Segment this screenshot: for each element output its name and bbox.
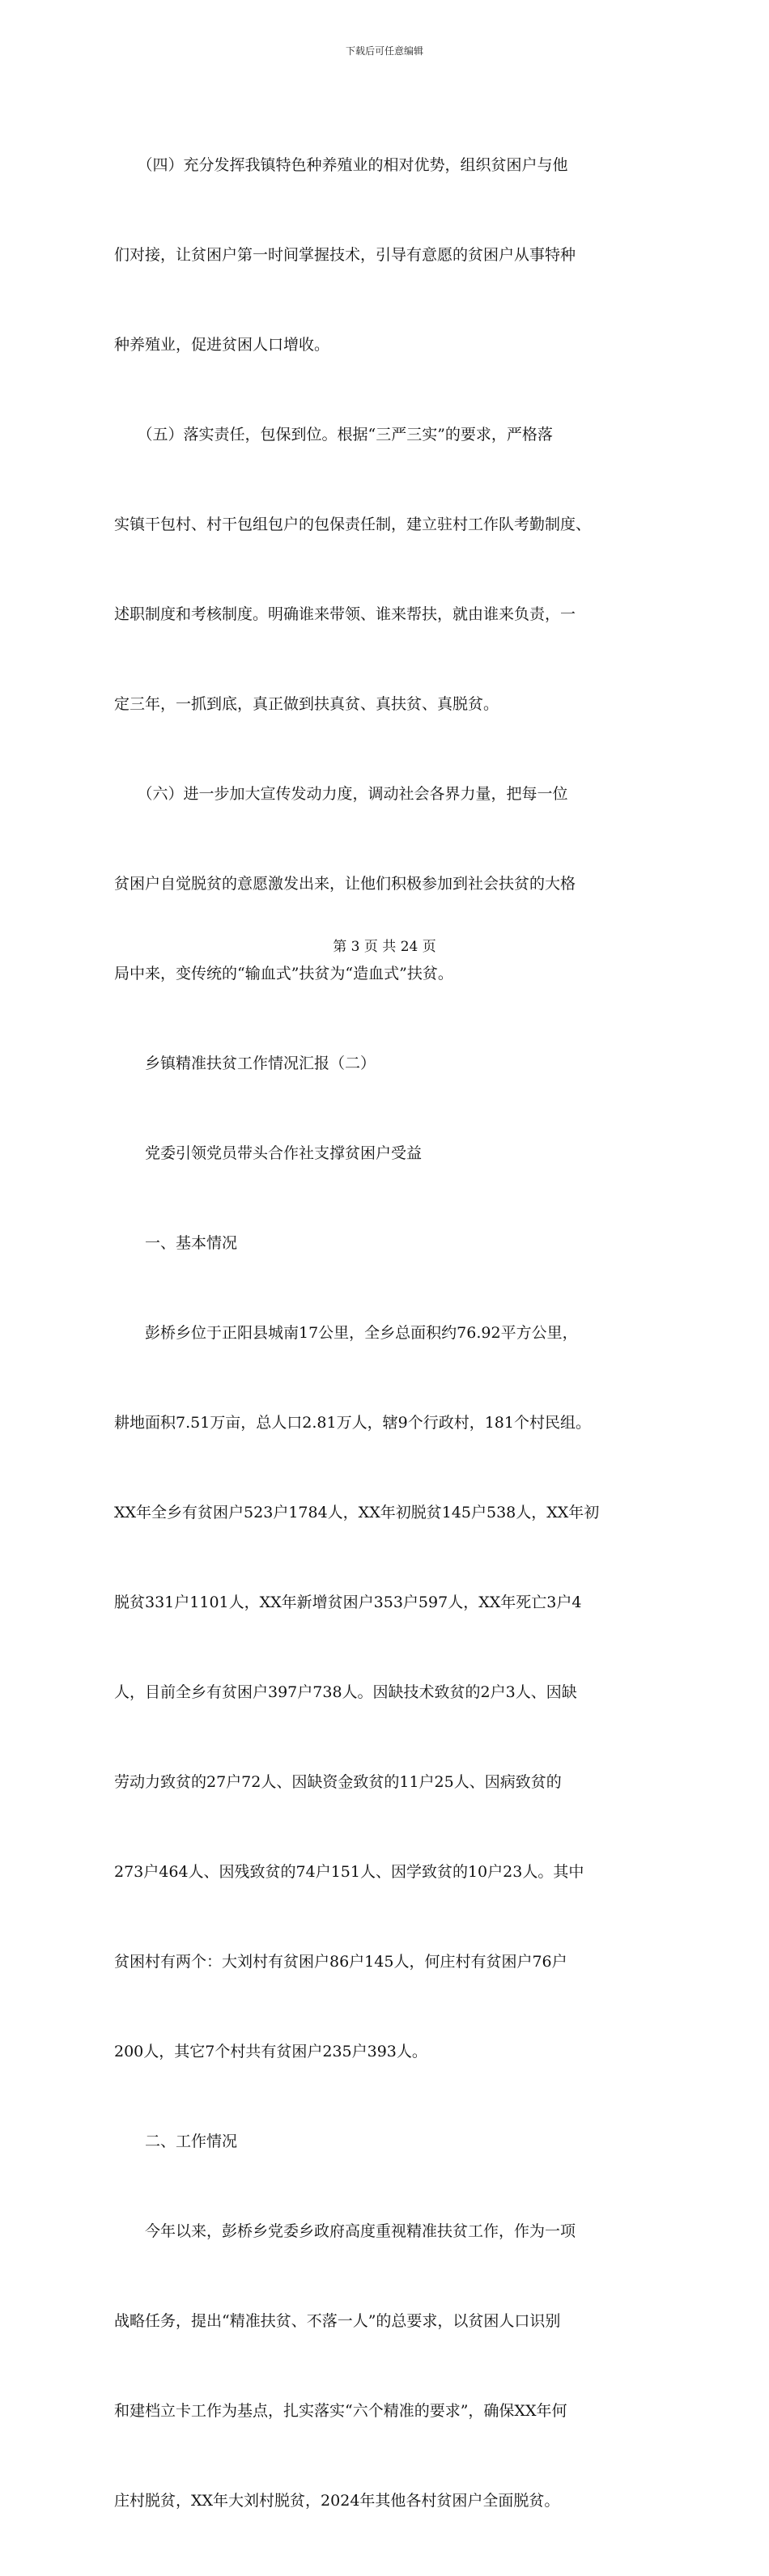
text-line: XX年全乡有贫困户523户1784人，XX年初脱贫145户538人，XX年初 — [114, 1504, 600, 1521]
page-header: 下载后可任意编辑 — [345, 45, 423, 57]
section-heading: 二、工作情况 — [114, 2133, 238, 2150]
text-line: 劳动力致贫的27户72人、因缺资金致贫的11户25人、因病致贫的 — [114, 1773, 562, 1791]
text-line: 种养殖业，促进贫困人口增收。 — [114, 336, 330, 354]
text-line: （五）落实责任，包保到位。根据“三严三实”的要求，严格落 — [114, 426, 553, 443]
text-line: 贫困村有两个：大刘村有贫困户86户145人，何庄村有贫困户76户 — [114, 1953, 567, 1971]
text-line: 局中来，变传统的“输血式”扶贫为“造血式”扶贫。 — [114, 965, 453, 982]
body-text — [114, 91, 669, 2576]
text-line: 定三年，一抓到底，真正做到扶真贫、真扶贫、真脱贫。 — [114, 695, 499, 713]
text-line: 脱贫331户1101人，XX年新增贫困户353户597人，XX年死亡3户4 — [114, 1594, 582, 1611]
text-line: 庄村脱贫，XX年大刘村脱贫，2024年其他各村贫困户全面脱贫。 — [114, 2492, 560, 2510]
text-line: 战略任务，提出“精准扶贫、不落一人”的总要求，以贫困人口识别 — [114, 2312, 561, 2330]
text-line: 耕地面积7.51万亩，总人口2.81万人，辖9个行政村，181个村民组。 — [114, 1414, 591, 1432]
text-line: 彭桥乡位于正阳县城南17公里，全乡总面积约76.92平方公里， — [114, 1324, 578, 1342]
text-line: 人，目前全乡有贫困户397户738人。因缺技术致贫的2户3人、因缺 — [114, 1683, 577, 1701]
text-line: 今年以来，彭桥乡党委乡政府高度重视精准扶贫工作，作为一项 — [114, 2222, 576, 2240]
text-line: 们对接，让贫困户第一时间掌握技术，引导有意愿的贫困户从事特种 — [114, 246, 576, 264]
section-title: 乡镇精准扶贫工作情况汇报（二） — [114, 1055, 376, 1072]
text-line: 实镇干包村、村干包组包户的包保责任制，建立驻村工作队考勤制度、 — [114, 516, 592, 533]
text-line: （四）充分发挥我镇特色种养殖业的相对优势，组织贫困户与他 — [114, 156, 568, 174]
text-line: （六）进一步加大宣传发动力度，调动社会各界力量，把每一位 — [114, 785, 568, 803]
document-body — [114, 91, 669, 2576]
text-line: 贫困户自觉脱贫的意愿激发出来，让他们积极参加到社会扶贫的大格 — [114, 875, 576, 893]
section-subtitle: 党委引领党员带头合作社支撑贫困户受益 — [114, 1144, 423, 1162]
text-line: 200人，其它7个村共有贫困户235户393人。 — [114, 2043, 427, 2060]
text-line: 273户464人、因残致贫的74户151人、因学致贫的10户23人。其中 — [114, 1863, 584, 1881]
page-footer: 第 3 页 共 24 页 — [333, 939, 436, 955]
text-line: 述职制度和考核制度。明确谁来带领、谁来帮扶，就由谁来负责，一 — [114, 605, 576, 623]
section-heading: 一、基本情况 — [114, 1234, 238, 1252]
text-line: 和建档立卡工作为基点，扎实落实“六个精准的要求”，确保XX年何 — [114, 2402, 567, 2420]
